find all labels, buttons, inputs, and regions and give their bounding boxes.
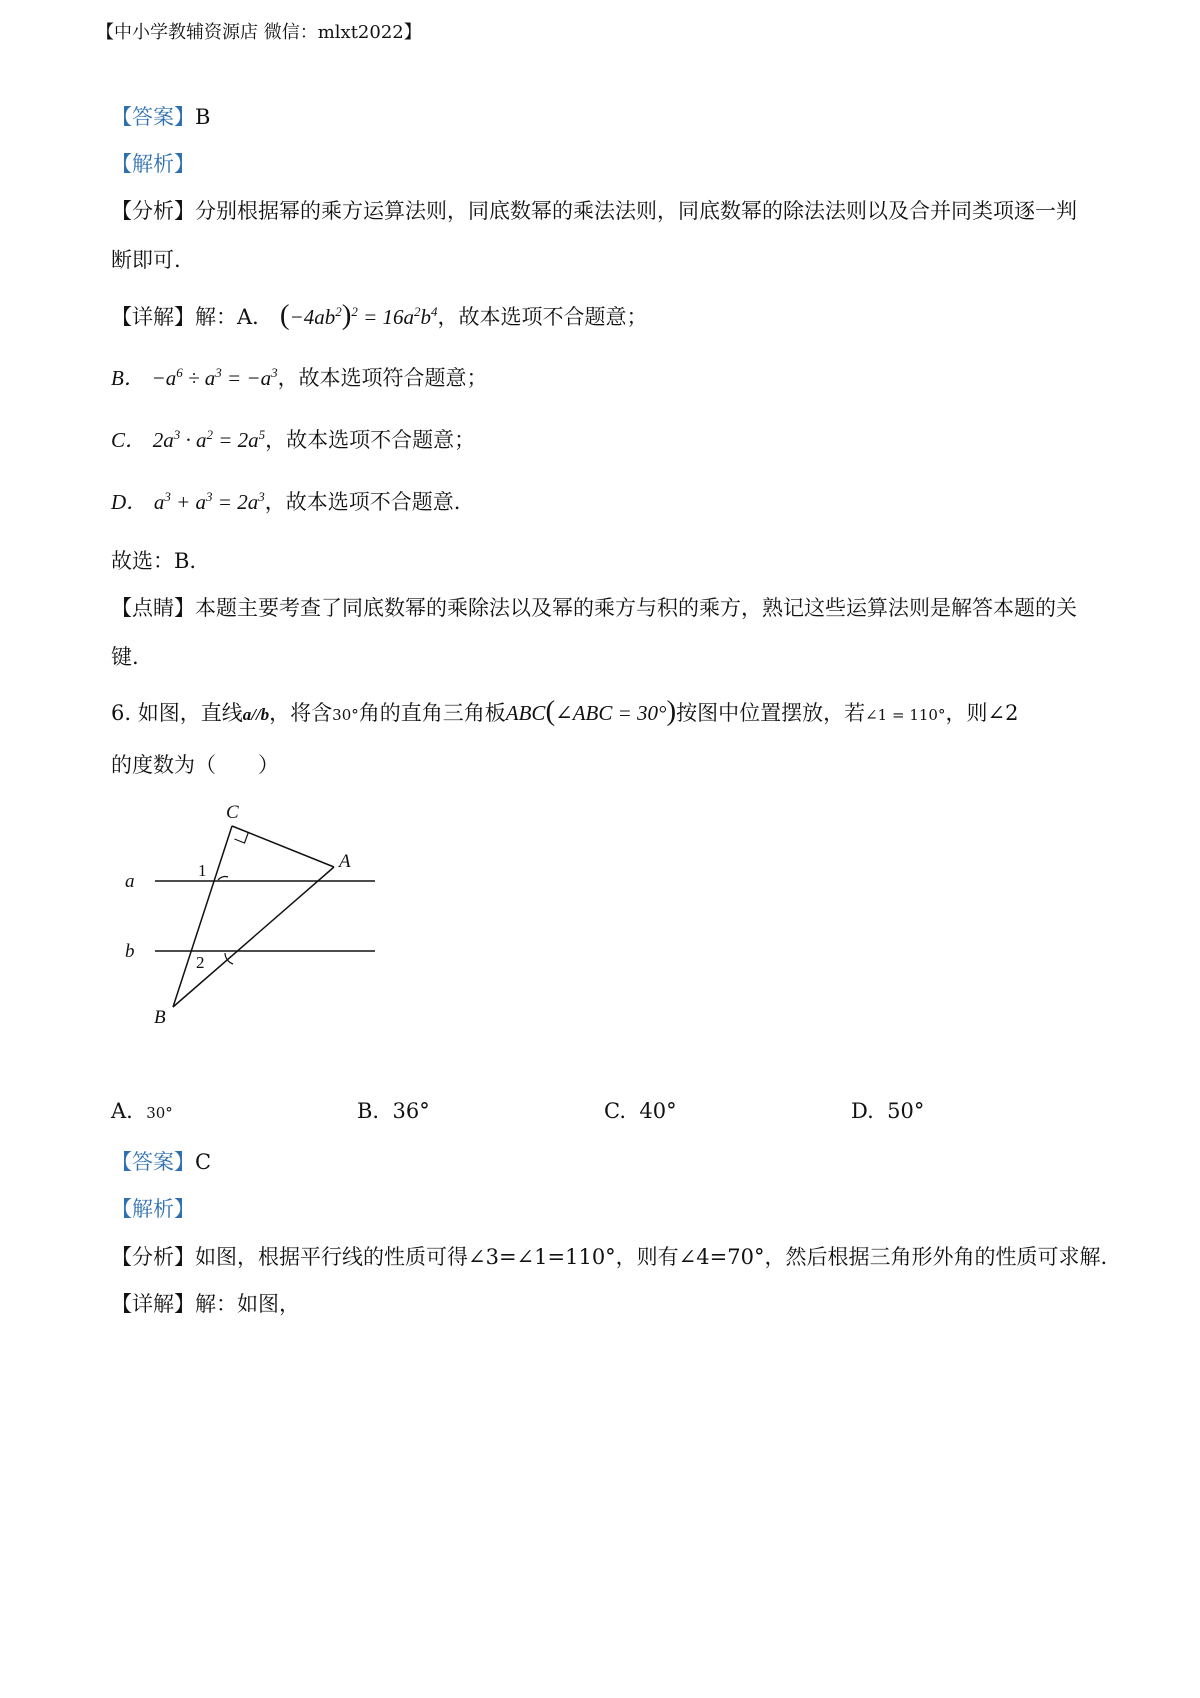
option-c-tail: ，故本选项不合题意；	[265, 428, 476, 452]
q6-detail-text: 解：如图，	[195, 1292, 300, 1316]
dianjing-tag: 【点睛】	[111, 596, 195, 620]
page-header: 【中小学教辅资源店 微信：mlxt2022】	[96, 22, 422, 43]
q6-answer-line	[111, 1147, 211, 1177]
label-b-vertex: B	[154, 1007, 166, 1028]
q6-fenxi-text: 如图，根据平行线的性质可得∠3=∠1=110°，则有∠4=70°，然后根据三角形外角的性质可求解.	[195, 1245, 1108, 1269]
triangle-side-cb	[173, 826, 232, 1007]
formula-b: $-a^6 \div a^3 = -a^3$	[151, 365, 278, 390]
q5-dianjing-line2: 键.	[111, 645, 139, 669]
q6-option-c: C. 40°	[604, 1099, 677, 1123]
label-line-b: b	[125, 941, 135, 962]
answer-tag: 【答案】	[111, 105, 195, 129]
q6-ask: ∠2	[987, 701, 1019, 725]
detail-prefix: 解：A．	[195, 305, 274, 329]
q6-figure	[118, 798, 393, 1028]
q5-fenxi-line1	[111, 196, 1077, 226]
label-angle-2: 2	[196, 953, 205, 972]
triangle-side-ca	[232, 826, 334, 867]
q6-detail-line	[111, 1289, 300, 1319]
option-b-label: B．	[111, 366, 145, 390]
q5-analysis-line	[111, 149, 195, 179]
q5-option-c-line	[111, 425, 475, 455]
label-line-a: a	[125, 871, 135, 892]
dianjing-text: 本题主要考查了同底数幂的乘除法以及幂的乘方与积的乘方，熟记这些运算法则是解答本题的关	[195, 596, 1077, 620]
q6-stem-d: 按图中位置摆放，若	[676, 701, 866, 725]
right-angle-mark	[235, 832, 249, 843]
q6-triangle-name: ABC	[505, 701, 546, 725]
q6-option-d: D. 50°	[851, 1099, 925, 1123]
option-c-label: C．	[111, 428, 147, 452]
q6-stem-b: ，将含	[269, 701, 333, 725]
answer-value: B	[195, 105, 211, 129]
q5-answer-line	[111, 102, 210, 132]
q6-answer-value: C	[195, 1150, 212, 1174]
fenxi-text: 分别根据幂的乘方运算法则，同底数幂的乘法法则，同底数幂的除法法则以及合并同类项逐一判	[195, 199, 1077, 223]
q5-dianjing-line1	[111, 593, 1077, 623]
fenxi-tag: 【分析】	[111, 199, 195, 223]
q6-condition: (∠ABC = 30°)	[545, 695, 677, 727]
option-d-tail: ，故本选项不合题意.	[264, 490, 461, 514]
q6-detail-tag: 【详解】	[111, 1292, 195, 1316]
option-a-tail: ，故本选项不合题意；	[437, 305, 648, 329]
formula-a: $(-4ab^2)^2 = 16a^2b^4$	[279, 299, 438, 331]
option-b-tail: ，故本选项符合题意；	[277, 366, 488, 390]
q6-stem-line2: 的度数为（ ）	[111, 753, 279, 777]
q5-option-d-line	[111, 487, 460, 517]
q5-conclusion: 故选：B.	[111, 549, 197, 573]
q5-fenxi-line2: 断即可.	[111, 248, 181, 272]
detail-tag: 【详解】	[111, 305, 195, 329]
q5-option-b-line	[111, 363, 488, 393]
q6-stem-e: ，则	[945, 701, 988, 725]
q6-option-b: B. 36°	[357, 1099, 430, 1123]
analysis-tag: 【解析】	[111, 152, 195, 176]
q6-parallel: a//b	[242, 705, 270, 724]
q6-fenxi-tag: 【分析】	[111, 1245, 195, 1269]
angle-1-arc	[218, 877, 228, 880]
q6-given: ∠1 = 110°	[865, 706, 946, 724]
q6-analysis-line	[111, 1194, 195, 1224]
q6-answer-tag: 【答案】	[111, 1150, 195, 1174]
q6-angle30: 30°	[332, 706, 359, 724]
triangle-side-ab	[173, 867, 334, 1007]
formula-c: $2a^3 \cdot a^2 = 2a^5$	[152, 427, 266, 452]
q6-stem-line1	[111, 696, 1018, 730]
q6-analysis-tag: 【解析】	[111, 1197, 195, 1221]
q6-option-a: A. 30°	[111, 1099, 173, 1123]
label-c: C	[226, 802, 239, 823]
label-a-vertex: A	[339, 851, 351, 872]
q6-fenxi-line	[111, 1242, 1107, 1272]
q6-stem-c: 角的直角三角板	[358, 701, 506, 725]
q6-stem-a: 6. 如图，直线	[111, 701, 243, 725]
label-angle-1: 1	[198, 861, 207, 880]
q5-detail-line	[111, 300, 648, 332]
formula-d: $a^3 + a^3 = 2a^3$	[153, 489, 265, 514]
option-d-label: D．	[111, 490, 148, 514]
